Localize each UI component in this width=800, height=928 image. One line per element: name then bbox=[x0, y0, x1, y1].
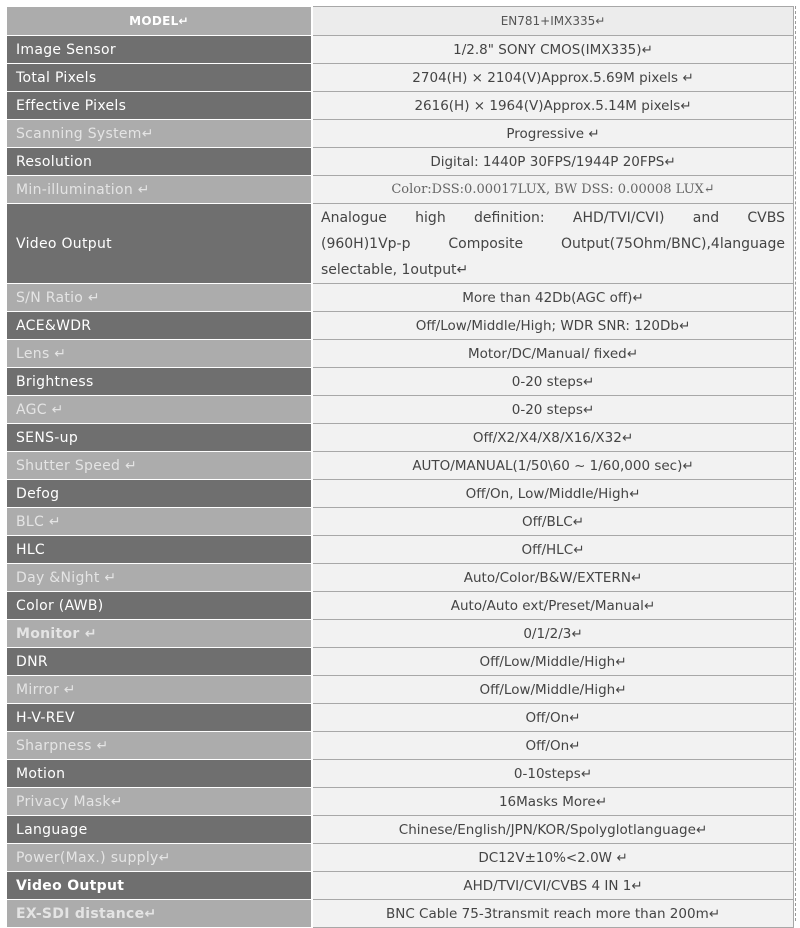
spec-value: Progressive ↵ bbox=[312, 120, 794, 148]
spec-value: BNC Cable 75-3transmit reach more than 200m↵ bbox=[312, 900, 794, 928]
spec-value: AHD/TVI/CVI/CVBS 4 IN 1↵ bbox=[312, 872, 794, 900]
spec-label: Motion bbox=[7, 760, 313, 788]
spec-row bbox=[7, 368, 794, 396]
spec-label: Defog bbox=[7, 480, 313, 508]
spec-value: Off/X2/X4/X8/X16/X32↵ bbox=[312, 424, 794, 452]
spec-value: 2616(H) × 1964(V)Approx.5.14M pixels↵ bbox=[312, 92, 794, 120]
spec-value: Off/BLC↵ bbox=[312, 508, 794, 536]
spec-row bbox=[7, 176, 794, 204]
spec-label: Mirror ↵ bbox=[7, 676, 313, 704]
spec-label: Scanning System↵ bbox=[7, 120, 313, 148]
spec-value: Digital: 1440P 30FPS/1944P 20FPS↵ bbox=[312, 148, 794, 176]
spec-value: Chinese/English/JPN/KOR/Spolyglotlanguage↵ bbox=[312, 816, 794, 844]
spec-row bbox=[7, 900, 794, 928]
spec-value: 0-20 steps↵ bbox=[312, 396, 794, 424]
spec-value: 16Masks More↵ bbox=[312, 788, 794, 816]
spec-label: Language bbox=[7, 816, 313, 844]
spec-label: Monitor ↵ bbox=[7, 620, 313, 648]
spec-value-line: Analogue high definition: AHD/TVI/CVI) and CVBS bbox=[321, 209, 785, 226]
spec-row bbox=[7, 620, 794, 648]
spec-row bbox=[7, 872, 794, 900]
model-row bbox=[7, 7, 794, 36]
spec-label: DNR bbox=[7, 648, 313, 676]
spec-row bbox=[7, 284, 794, 312]
model-label: MODEL↵ bbox=[7, 7, 313, 36]
spec-value: DC12V±10%<2.0W ↵ bbox=[312, 844, 794, 872]
spec-row bbox=[7, 816, 794, 844]
spec-row bbox=[7, 648, 794, 676]
spec-value: 2704(H) × 2104(V)Approx.5.69M pixels ↵ bbox=[312, 64, 794, 92]
spec-row bbox=[7, 312, 794, 340]
spec-value: Auto/Auto ext/Preset/Manual↵ bbox=[312, 592, 794, 620]
spec-row bbox=[7, 760, 794, 788]
spec-label: Brightness bbox=[7, 368, 313, 396]
spec-row bbox=[7, 592, 794, 620]
spec-value: 0-20 steps↵ bbox=[312, 368, 794, 396]
spec-label: ACE&WDR bbox=[7, 312, 313, 340]
spec-label: Effective Pixels bbox=[7, 92, 313, 120]
spec-label: Min-illumination ↵ bbox=[7, 176, 313, 204]
spec-label: Sharpness ↵ bbox=[7, 732, 313, 760]
spec-label: Power(Max.) supply↵ bbox=[7, 844, 313, 872]
spec-value: Off/On, Low/Middle/High↵ bbox=[312, 480, 794, 508]
spec-value: AUTO/MANUAL(1/50\60 ~ 1/60,000 sec)↵ bbox=[312, 452, 794, 480]
model-value: EN781+IMX335↵ bbox=[312, 7, 794, 36]
spec-row bbox=[7, 788, 794, 816]
spec-value: Color:DSS:0.00017LUX, BW DSS: 0.00008 LUX↵ bbox=[312, 176, 794, 204]
spec-row bbox=[7, 92, 794, 120]
spec-table bbox=[6, 6, 794, 928]
spec-row bbox=[7, 424, 794, 452]
spec-value: Off/HLC↵ bbox=[312, 536, 794, 564]
spec-row bbox=[7, 564, 794, 592]
spec-label: Video Output bbox=[7, 872, 313, 900]
page-edge-rule bbox=[795, 6, 797, 921]
spec-label: AGC ↵ bbox=[7, 396, 313, 424]
spec-value: 1/2.8" SONY CMOS(IMX335)↵ bbox=[312, 36, 794, 64]
spec-table-body bbox=[7, 7, 794, 928]
spec-row bbox=[7, 676, 794, 704]
spec-label: Color (AWB) bbox=[7, 592, 313, 620]
spec-value: Off/On↵ bbox=[312, 732, 794, 760]
spec-label: BLC ↵ bbox=[7, 508, 313, 536]
spec-row bbox=[7, 36, 794, 64]
spec-label: Privacy Mask↵ bbox=[7, 788, 313, 816]
spec-value: 0/1/2/3↵ bbox=[312, 620, 794, 648]
spec-value-line: (960H)1Vp-p Composite Output(75Ohm/BNC),4language bbox=[321, 235, 785, 252]
spec-value: More than 42Db(AGC off)↵ bbox=[312, 284, 794, 312]
spec-row bbox=[7, 204, 794, 284]
spec-label: Image Sensor bbox=[7, 36, 313, 64]
spec-label: SENS-up bbox=[7, 424, 313, 452]
spec-row bbox=[7, 64, 794, 92]
spec-row bbox=[7, 704, 794, 732]
spec-row bbox=[7, 732, 794, 760]
spec-row bbox=[7, 844, 794, 872]
spec-row bbox=[7, 340, 794, 368]
spec-label: HLC bbox=[7, 536, 313, 564]
spec-label: H-V-REV bbox=[7, 704, 313, 732]
spec-row bbox=[7, 148, 794, 176]
spec-label: EX-SDI distance↵ bbox=[7, 900, 313, 928]
spec-value bbox=[312, 204, 794, 284]
spec-row bbox=[7, 396, 794, 424]
spec-label: Lens ↵ bbox=[7, 340, 313, 368]
spec-label: Total Pixels bbox=[7, 64, 313, 92]
spec-value: Off/On↵ bbox=[312, 704, 794, 732]
spec-label: S/N Ratio ↵ bbox=[7, 284, 313, 312]
spec-row bbox=[7, 480, 794, 508]
spec-value: Off/Low/Middle/High↵ bbox=[312, 648, 794, 676]
spec-row bbox=[7, 120, 794, 148]
spec-value-line: selectable, 1output↵ bbox=[321, 261, 469, 278]
spec-value: Off/Low/Middle/High↵ bbox=[312, 676, 794, 704]
spec-label: Day &Night ↵ bbox=[7, 564, 313, 592]
spec-value: Auto/Color/B&W/EXTERN↵ bbox=[312, 564, 794, 592]
spec-value: Motor/DC/Manual/ fixed↵ bbox=[312, 340, 794, 368]
spec-label: Video Output bbox=[7, 204, 313, 284]
spec-label: Resolution bbox=[7, 148, 313, 176]
spec-row bbox=[7, 508, 794, 536]
spec-value: Off/Low/Middle/High; WDR SNR: 120Db↵ bbox=[312, 312, 794, 340]
spec-row bbox=[7, 536, 794, 564]
spec-value: 0-10steps↵ bbox=[312, 760, 794, 788]
spec-label: Shutter Speed ↵ bbox=[7, 452, 313, 480]
spec-row bbox=[7, 452, 794, 480]
